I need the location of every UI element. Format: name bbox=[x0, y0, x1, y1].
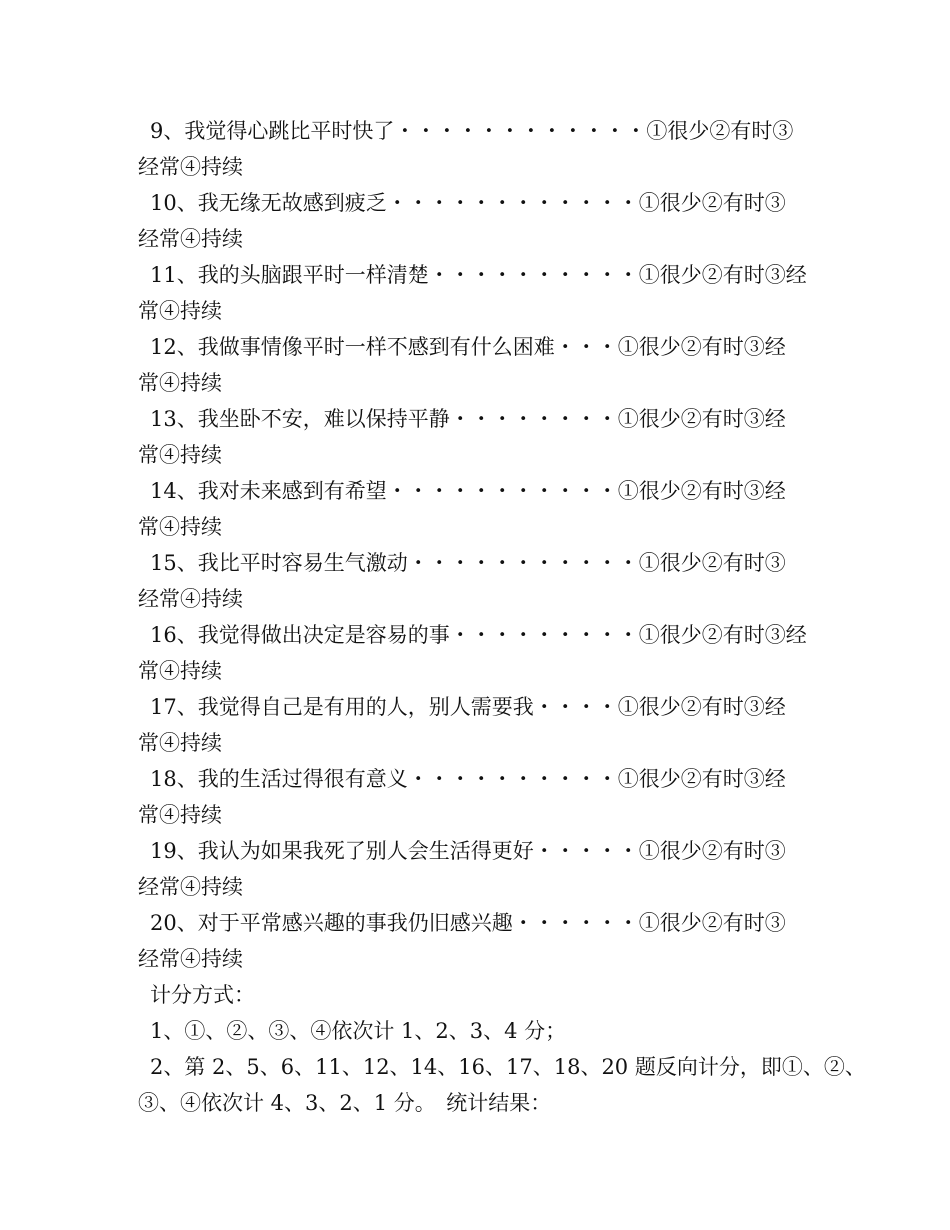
question-20-continuation: 经常④持续 bbox=[138, 947, 243, 971]
question-12-continuation: 常④持续 bbox=[138, 371, 222, 395]
question-19-continuation: 经常④持续 bbox=[138, 875, 243, 899]
question-10-continuation: 经常④持续 bbox=[138, 227, 243, 251]
question-11: 11、我的头脑跟平时一样清楚・・・・・・・・・・①很少②有时③经 bbox=[150, 263, 807, 287]
question-16-continuation: 常④持续 bbox=[138, 659, 222, 683]
question-15: 15、我比平时容易生气激动・・・・・・・・・・・①很少②有时③ bbox=[150, 551, 786, 575]
question-11-continuation: 常④持续 bbox=[138, 299, 222, 323]
question-9-continuation: 经常④持续 bbox=[138, 155, 243, 179]
scoring-rule-1: 1、①、②、③、④依次计 1、2、3、4 分； bbox=[150, 1019, 567, 1043]
question-12: 12、我做事情像平时一样不感到有什么困难・・・①很少②有时③经 bbox=[150, 335, 786, 359]
question-17: 17、我觉得自己是有用的人，别人需要我・・・・①很少②有时③经 bbox=[150, 695, 786, 719]
question-17-continuation: 常④持续 bbox=[138, 731, 222, 755]
question-20: 20、对于平常感兴趣的事我仍旧感兴趣・・・・・・①很少②有时③ bbox=[150, 911, 786, 935]
question-18: 18、我的生活过得很有意义・・・・・・・・・・①很少②有时③经 bbox=[150, 767, 786, 791]
question-14: 14、我对未来感到有希望・・・・・・・・・・・①很少②有时③经 bbox=[150, 479, 786, 503]
question-9: 9、我觉得心跳比平时快了・・・・・・・・・・・・①很少②有时③ bbox=[150, 119, 794, 143]
question-14-continuation: 常④持续 bbox=[138, 515, 222, 539]
question-10: 10、我无缘无故感到疲乏・・・・・・・・・・・・①很少②有时③ bbox=[150, 191, 786, 215]
question-18-continuation: 常④持续 bbox=[138, 803, 222, 827]
scoring-rule-2-continuation: ③、④依次计 4、3、2、1 分。 统计结果： bbox=[138, 1091, 552, 1115]
question-15-continuation: 经常④持续 bbox=[138, 587, 243, 611]
question-13: 13、我坐卧不安，难以保持平静・・・・・・・・①很少②有时③经 bbox=[150, 407, 786, 431]
scoring-rule-2: 2、第 2、5、6、11、12、14、16、17、18、20 题反向计分，即①、②、 bbox=[150, 1055, 866, 1079]
question-19: 19、我认为如果我死了别人会生活得更好・・・・・①很少②有时③ bbox=[150, 839, 786, 863]
question-13-continuation: 常④持续 bbox=[138, 443, 222, 467]
scoring-heading: 计分方式： bbox=[150, 983, 255, 1007]
questionnaire-body bbox=[138, 113, 866, 1121]
question-16: 16、我觉得做出决定是容易的事・・・・・・・・・①很少②有时③经 bbox=[150, 623, 807, 647]
